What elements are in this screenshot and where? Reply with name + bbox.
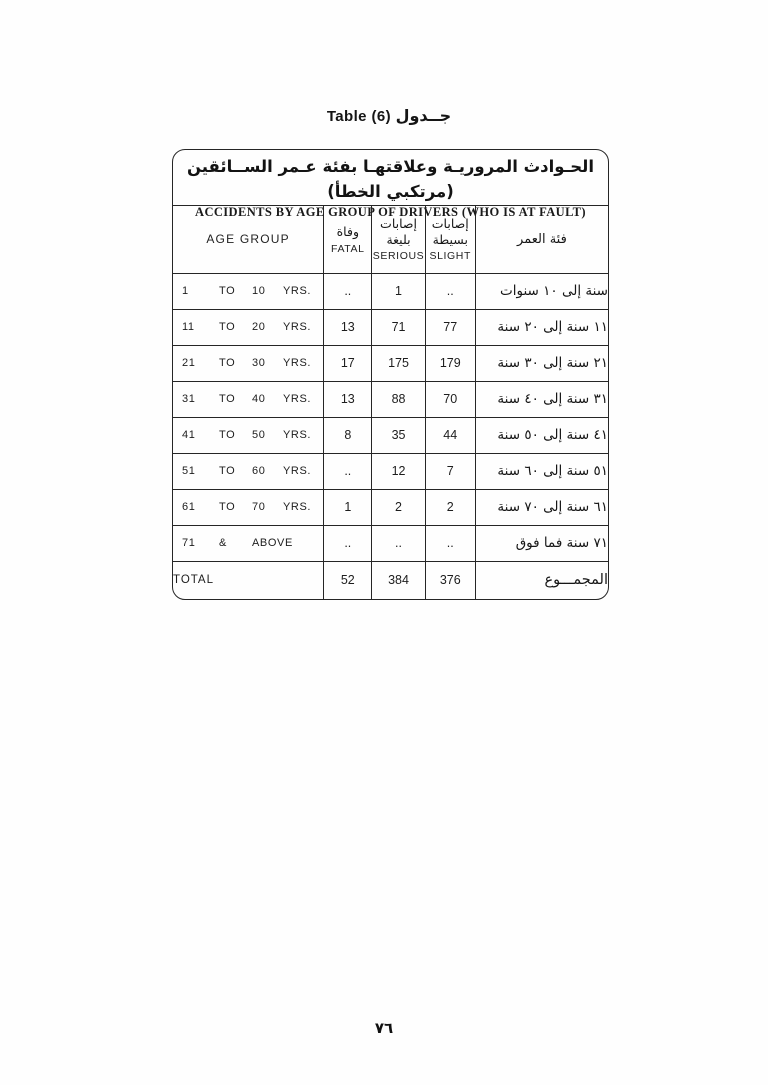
col-header-fatal: وفاة FATAL [324, 206, 372, 273]
age-group-cell [173, 321, 323, 333]
age-from: 61 [182, 501, 196, 513]
total-slight-value: 376 [425, 561, 475, 599]
data-table [173, 206, 608, 599]
serious-value: 35 [372, 417, 425, 453]
age-conj: TO [219, 501, 236, 513]
serious-value: 1 [372, 273, 425, 309]
age-group-cell [173, 393, 323, 405]
age-group-cell [173, 429, 323, 441]
fatal-value: 1 [324, 489, 372, 525]
serious-value: .. [372, 525, 425, 561]
age-conj: TO [219, 321, 236, 333]
age-unit: YRS. [283, 429, 312, 441]
serious-value: 175 [372, 345, 425, 381]
accidents-by-age-table [172, 149, 609, 600]
age-from: 11 [182, 321, 195, 333]
slight-value: 179 [425, 345, 475, 381]
fatal-value: .. [324, 453, 372, 489]
slight-value: 70 [425, 381, 475, 417]
fatal-value: 17 [324, 345, 372, 381]
age-from: 1 [182, 285, 189, 297]
fatal-value: 13 [324, 381, 372, 417]
col-header-age-group: AGE GROUP [173, 206, 324, 273]
age-to: 30 [252, 357, 266, 369]
table-row [173, 381, 608, 417]
fatal-value: 13 [324, 309, 372, 345]
total-label: TOTAL [173, 561, 324, 599]
page-number: ٧٦ [374, 1019, 394, 1037]
age-unit: YRS. [283, 321, 312, 333]
col-header-slight: إصابات بسيطة SLIGHT [425, 206, 475, 273]
age-to: 60 [252, 465, 266, 477]
age-from: 41 [182, 429, 196, 441]
slight-value: 2 [425, 489, 475, 525]
slight-value: 7 [425, 453, 475, 489]
age-group-cell [173, 357, 323, 369]
total-row [173, 561, 608, 599]
total-label-arabic: المجمـــوع [475, 561, 608, 599]
slight-value: .. [425, 273, 475, 309]
table-row [173, 417, 608, 453]
table-title-block [173, 150, 608, 219]
age-to: 20 [252, 321, 266, 333]
serious-value: 2 [372, 489, 425, 525]
age-unit: YRS. [283, 501, 312, 513]
age-label-arabic: ٦١ سنة إلى ٧٠ سنة [475, 489, 608, 525]
table-row [173, 525, 608, 561]
table-row [173, 489, 608, 525]
age-unit: YRS. [283, 357, 312, 369]
age-label-arabic: ٢١ سنة إلى ٣٠ سنة [475, 345, 608, 381]
age-label-arabic: سنة إلى ١٠ سنوات [475, 273, 608, 309]
age-conj: TO [219, 357, 236, 369]
age-from: 71 [182, 537, 196, 549]
age-from: 21 [182, 357, 196, 369]
page-title-arabic: جــدول [395, 106, 452, 125]
slight-value: .. [425, 525, 475, 561]
age-label-arabic: ٥١ سنة إلى ٦٠ سنة [475, 453, 608, 489]
page-title [166, 106, 614, 125]
age-conj: TO [219, 429, 236, 441]
serious-value: 12 [372, 453, 425, 489]
age-conj: & [219, 537, 227, 549]
page-title-english: Table (6) [326, 108, 392, 125]
age-to: 50 [252, 429, 266, 441]
age-to: ABOVE [252, 537, 293, 549]
age-label-arabic: ٣١ سنة إلى ٤٠ سنة [475, 381, 608, 417]
table-title-english: ACCIDENTS BY AGE GROUP OF DRIVERS (WHO IS AT FAULT) [195, 204, 586, 219]
age-to: 40 [252, 393, 266, 405]
fatal-value: .. [324, 273, 372, 309]
table-row [173, 273, 608, 309]
age-to: 10 [252, 285, 266, 297]
age-to: 70 [252, 501, 266, 513]
age-from: 31 [182, 393, 196, 405]
total-serious-value: 384 [372, 561, 425, 599]
serious-value: 88 [372, 381, 425, 417]
slight-value: 77 [425, 309, 475, 345]
serious-value: 71 [372, 309, 425, 345]
table-row [173, 309, 608, 345]
age-unit: YRS. [283, 465, 312, 477]
col-header-serious: إصابات بليغة SERIOUS [372, 206, 425, 273]
age-group-cell [173, 501, 323, 513]
col-header-age-category-arabic: فئة العمر [475, 206, 608, 273]
age-group-cell [173, 537, 323, 549]
table-title-arabic: الحـوادث المروريـة وعلاقتهـا بفئة عـمر الســائقين (مرتكبي الخطأ) [186, 157, 595, 201]
age-conj: TO [219, 393, 236, 405]
age-group-cell [173, 465, 323, 477]
table-row [173, 345, 608, 381]
age-conj: TO [219, 465, 236, 477]
table-row [173, 453, 608, 489]
age-from: 51 [182, 465, 196, 477]
age-conj: TO [219, 285, 236, 297]
age-group-cell [173, 285, 323, 297]
total-fatal-value: 52 [324, 561, 372, 599]
age-label-arabic: ٧١ سنة فما فوق [475, 525, 608, 561]
slight-value: 44 [425, 417, 475, 453]
fatal-value: 8 [324, 417, 372, 453]
age-unit: YRS. [283, 285, 312, 297]
age-label-arabic: ١١ سنة إلى ٢٠ سنة [475, 309, 608, 345]
fatal-value: .. [324, 525, 372, 561]
age-label-arabic: ٤١ سنة إلى ٥٠ سنة [475, 417, 608, 453]
age-unit: YRS. [283, 393, 312, 405]
